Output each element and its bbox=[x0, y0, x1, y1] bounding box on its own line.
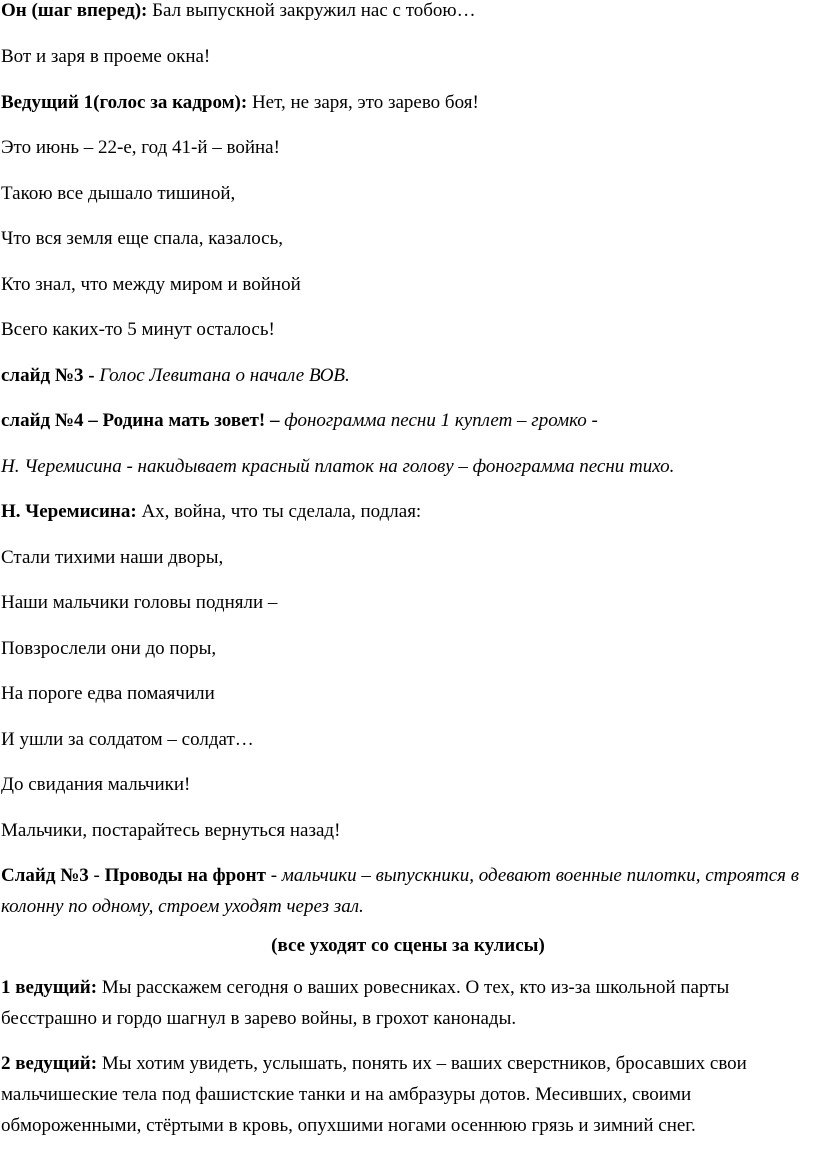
host-paragraph: 2 ведущий: Мы хотим увидеть, услышать, понять их – ваших сверстников, бросавших свои мальчишеские тела под фашистские танки и на амбразуры дотов. Месивших, своими обмороженными, стёртыми в кровь, опухшими ногами осеннюю грязь и зимний снег. bbox=[1, 1053, 747, 1136]
script-line: Всего каких-то 5 минут осталось! bbox=[1, 319, 275, 340]
slide-direction: слайд №4 – Родина мать зовет! – фонограмма песни 1 куплет – громко - bbox=[1, 410, 598, 431]
poem-line: До свидания мальчики! bbox=[1, 774, 191, 795]
speaker-name: Он (шаг вперед): bbox=[1, 0, 148, 21]
script-line: Что вся земля еще спала, казалось, bbox=[1, 228, 284, 249]
script-line: Ведущий 1(голос за кадром): Нет, не заря, это зарево боя! bbox=[1, 92, 479, 113]
script-line: Вот и заря в проеме окна! bbox=[1, 46, 211, 67]
speaker-name: 2 ведущий: bbox=[1, 1053, 98, 1074]
host-paragraph: 1 ведущий: Мы расскажем сегодня о ваших ровесниках. О тех, кто из-за школьной парты бесстрашно и гордо шагнул в зарево войны, в грохот канонады. bbox=[1, 977, 730, 1029]
script-line: Это июнь – 22-е, год 41-й – война! bbox=[1, 137, 280, 158]
script-line: Он (шаг вперед): Бал выпускной закружил нас с тобою… bbox=[1, 0, 476, 21]
stage-direction: (все уходят со сцены за кулисы) bbox=[271, 935, 545, 956]
poem-line: Мальчики, постарайтесь вернуться назад! bbox=[1, 820, 341, 841]
slide-direction: Слайд №3 - Проводы на фронт - мальчики – выпускники, одевают военные пилотки, строятся в колонну по одному, строем уходят через зал. bbox=[1, 865, 799, 917]
stage-direction: Н. Черемисина - накидывает красный платок на голову – фонограмма песни тихо. bbox=[1, 456, 675, 477]
script-line: Такою все дышало тишиной, bbox=[1, 183, 236, 204]
speaker-name: 1 ведущий: bbox=[1, 977, 98, 998]
script-line: Н. Черемисина: Ах, война, что ты сделала, подлая: bbox=[1, 501, 422, 522]
poem-line: Повзрослели они до поры, bbox=[1, 638, 217, 659]
script-line: Кто знал, что между миром и войной bbox=[1, 274, 301, 295]
poem-line: Стали тихими наши дворы, bbox=[1, 547, 224, 568]
slide-direction: слайд №3 - Голос Левитана о начале ВОВ. bbox=[1, 365, 350, 386]
speaker-name: Ведущий 1(голос за кадром): bbox=[1, 92, 248, 113]
poem-line: На пороге едва помаячили bbox=[1, 683, 215, 704]
speaker-name: Н. Черемисина: bbox=[1, 501, 137, 522]
poem-line: И ушли за солдатом – солдат… bbox=[1, 729, 254, 750]
poem-line: Наши мальчики головы подняли – bbox=[1, 592, 278, 613]
